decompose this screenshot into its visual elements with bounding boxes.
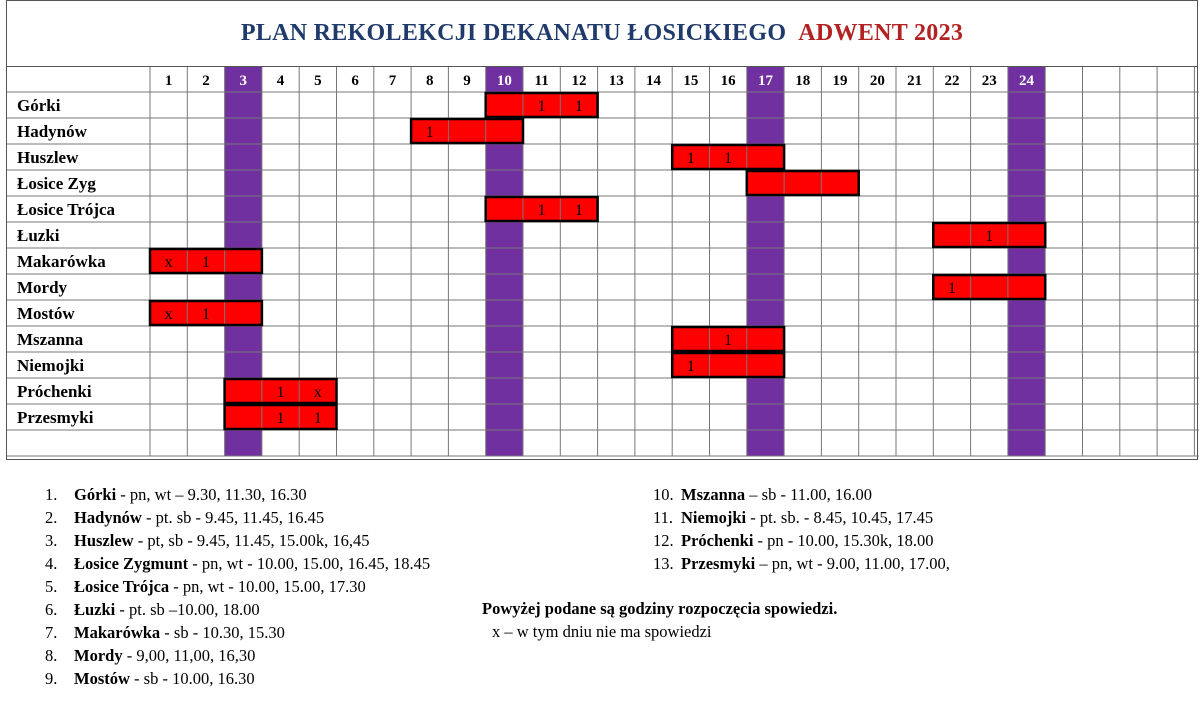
- cell-mark: x: [164, 254, 173, 271]
- note-hours: Powyżej podane są godziny rozpoczęcia spowiedzi.: [482, 599, 838, 618]
- legend-item: [45, 506, 430, 529]
- cell-mark: 1: [947, 280, 956, 297]
- legend-parish-name: Mostów: [74, 669, 130, 688]
- legend-parish-name: Niemojki: [681, 508, 747, 527]
- schedule-grid: [7, 1, 1199, 461]
- legend-item: [653, 552, 950, 575]
- legend-hours: - pt. sb –10.00, 18.00: [115, 600, 260, 619]
- day-number: 21: [907, 73, 923, 89]
- legend-number: 1.: [45, 485, 58, 504]
- legend-item: [45, 483, 430, 506]
- day-number: 16: [720, 73, 736, 89]
- legend-item: [45, 621, 430, 644]
- day-number: 10: [496, 73, 512, 89]
- legend-item: [45, 644, 430, 667]
- legend-hours: - 9,00, 11,00, 16,30: [122, 646, 256, 665]
- legend-hours: - pn, wt – 9.30, 11.30, 16.30: [116, 485, 307, 504]
- legend-hours: - pn, wt - 10.00, 15.00, 17.30: [169, 577, 366, 596]
- day-number: 18: [795, 73, 811, 89]
- day-number: 7: [388, 73, 397, 89]
- legend-hours: - pn, wt - 10.00, 15.00, 16.45, 18.45: [188, 554, 431, 573]
- row-label: Górki: [17, 96, 61, 115]
- title-accent: ADWENT 2023: [798, 20, 964, 46]
- day-number: 5: [314, 73, 322, 89]
- sunday-column: [747, 67, 784, 456]
- row-label: Mordy: [17, 278, 68, 297]
- cell-mark: 1: [276, 410, 285, 427]
- note: [482, 597, 837, 643]
- row-label: Makarówka: [17, 252, 106, 271]
- legend-parish-name: Przesmyki: [681, 554, 756, 573]
- row-label: Niemojki: [17, 356, 85, 375]
- legend-left: [45, 483, 430, 690]
- legend-item: [653, 483, 950, 506]
- day-number: 2: [202, 73, 210, 89]
- legend-right: [653, 483, 950, 575]
- legend-number: 12.: [653, 531, 674, 550]
- row-label: Próchenki: [17, 382, 92, 401]
- row-label: Przesmyki: [17, 408, 94, 427]
- cell-mark: 1: [425, 124, 434, 141]
- legend-number: 3.: [45, 531, 58, 550]
- row-label: Huszlew: [17, 148, 79, 167]
- legend-hours: - sb - 10.30, 15.30: [160, 623, 285, 642]
- cell-mark: x: [313, 384, 322, 401]
- row-label: Mszanna: [17, 330, 84, 349]
- day-number: 19: [832, 73, 848, 89]
- day-number: 6: [351, 73, 359, 89]
- legend-number: 9.: [45, 669, 58, 688]
- legend-hours: - pt, sb - 9.45, 11.45, 15.00k, 16,45: [133, 531, 370, 550]
- legend-parish-name: Makarówka: [74, 623, 161, 642]
- day-number: 24: [1019, 73, 1035, 89]
- legend-item: [45, 552, 430, 575]
- legend-parish-name: Huszlew: [74, 531, 134, 550]
- day-number: 1: [164, 73, 173, 89]
- day-number: 15: [683, 73, 699, 89]
- cell-mark: x: [164, 306, 173, 323]
- day-number: 8: [426, 73, 434, 89]
- legend-parish-name: Mordy: [74, 646, 123, 665]
- legend-number: 13.: [653, 554, 674, 573]
- cell-mark: 1: [985, 228, 994, 245]
- cell-mark: 1: [276, 384, 285, 401]
- day-number: 20: [869, 73, 885, 89]
- cell-mark: 1: [201, 306, 210, 323]
- day-number: 12: [571, 73, 587, 89]
- cell-mark: 1: [574, 98, 583, 115]
- row-label: Mostów: [17, 304, 75, 323]
- day-number: 17: [757, 73, 773, 89]
- cell-mark: 1: [724, 332, 733, 349]
- day-number: 11: [534, 73, 549, 89]
- legend-parish-name: Hadynów: [74, 508, 142, 527]
- sunday-column: [1008, 67, 1045, 456]
- day-number: 9: [463, 73, 471, 89]
- cell-mark: 1: [724, 150, 733, 167]
- day-number: 3: [239, 73, 247, 89]
- legend-parish-name: Górki: [74, 485, 117, 504]
- legend-number: 4.: [45, 554, 58, 573]
- legend-item: [45, 575, 430, 598]
- cell-mark: 1: [686, 150, 695, 167]
- legend-parish-name: Próchenki: [681, 531, 754, 550]
- legend-hours: – sb - 11.00, 16.00: [745, 485, 872, 504]
- row-label: Łuzki: [17, 226, 60, 245]
- row-label: Hadynów: [17, 122, 87, 141]
- legend-hours: - pn - 10.00, 15.30k, 18.00: [753, 531, 934, 550]
- legend-item: [653, 506, 950, 529]
- legend-number: 7.: [45, 623, 58, 642]
- cell-mark: 1: [537, 202, 546, 219]
- legend-item: [45, 529, 430, 552]
- row-label: Łosice Trójca: [17, 200, 116, 219]
- legend-parish-name: Łosice Trójca: [74, 577, 170, 596]
- day-number: 23: [981, 73, 997, 89]
- schedule-table: [6, 0, 1198, 460]
- cell-mark: 1: [537, 98, 546, 115]
- cell-mark: 1: [686, 358, 695, 375]
- legend-parish-name: Łuzki: [74, 600, 116, 619]
- day-number: 14: [646, 73, 662, 89]
- schedule-block: [747, 170, 859, 196]
- note-x-legend: x – w tym dniu nie ma spowiedzi: [492, 622, 712, 641]
- cell-mark: 1: [574, 202, 583, 219]
- legend-number: 6.: [45, 600, 58, 619]
- legend-item: [653, 529, 950, 552]
- legend-parish-name: Mszanna: [681, 485, 746, 504]
- legend-hours: - pt. sb - 9.45, 11.45, 16.45: [141, 508, 325, 527]
- legend-number: 11.: [653, 508, 674, 527]
- legend-hours: - sb - 10.00, 16.30: [129, 669, 255, 688]
- legend-number: 2.: [45, 508, 58, 527]
- title-main: PLAN REKOLEKCJI DEKANATU ŁOSICKIEGO: [240, 20, 787, 46]
- legend-number: 5.: [45, 577, 58, 596]
- day-number: 13: [608, 73, 624, 89]
- legend-item: [45, 598, 430, 621]
- legend-hours: - pt. sb. - 8.45, 10.45, 17.45: [746, 508, 934, 527]
- legend-hours: – pn, wt - 9.00, 11.00, 17.00,: [755, 554, 950, 573]
- legend-parish-name: Łosice Zygmunt: [74, 554, 189, 573]
- legend-item: [45, 667, 430, 690]
- legend-number: 8.: [45, 646, 58, 665]
- cell-mark: 1: [201, 254, 210, 271]
- day-number: 22: [944, 73, 960, 89]
- legend-number: 10.: [653, 485, 674, 504]
- cell-mark: 1: [313, 410, 322, 427]
- day-number: 4: [276, 73, 285, 89]
- row-label: Łosice Zyg: [17, 174, 96, 193]
